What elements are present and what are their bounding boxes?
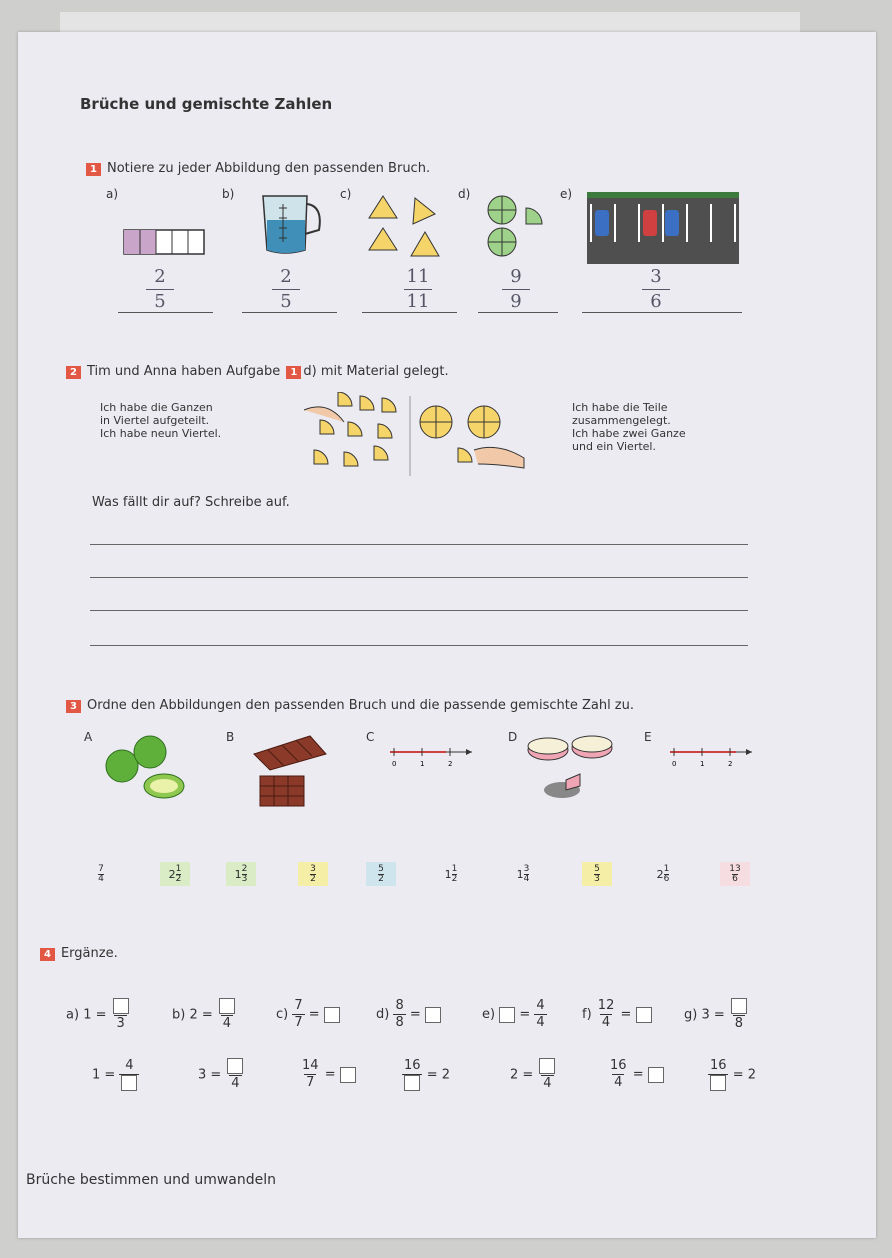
- answer-box[interactable]: [227, 1058, 243, 1074]
- tim-quote-line: in Viertel aufgeteilt.: [100, 414, 210, 427]
- fraction-numerator: 14: [302, 1058, 319, 1073]
- task3-letter-c: C: [366, 730, 375, 744]
- fraction: [225, 1058, 245, 1092]
- tim-quote: [100, 401, 221, 440]
- card-fraction: [452, 865, 458, 884]
- fraction-denominator: 7: [306, 1075, 315, 1090]
- tim-quote-line: Ich habe neun Viertel.: [100, 427, 222, 440]
- exercise-label: a): [66, 1007, 80, 1023]
- card-numerator: 5: [378, 863, 384, 874]
- equals-sign: =: [308, 1007, 320, 1022]
- number-line-e: [666, 744, 756, 768]
- exercise-g2: [708, 1058, 756, 1092]
- task1-text: Notiere zu jeder Abbildung den passenden Bruch.: [106, 161, 431, 176]
- card-fraction: [664, 865, 670, 884]
- fraction-denominator: 4: [536, 1015, 545, 1030]
- exercise-b2: [198, 1058, 245, 1092]
- tick-label: 0: [392, 760, 397, 768]
- fraction: [111, 998, 131, 1032]
- quarter-pieces-illustration: [298, 392, 526, 480]
- answer-box[interactable]: [425, 1007, 441, 1023]
- exercise-label: c): [276, 1007, 289, 1022]
- fraction-numerator: 12: [597, 998, 615, 1013]
- equals-sign: =: [324, 1067, 336, 1082]
- task1-letter-b: b): [222, 187, 235, 201]
- card-whole: 1: [234, 867, 242, 881]
- card-whole: 2: [656, 867, 664, 881]
- page-title: Brüche und gemischte Zahlen: [80, 95, 333, 113]
- triangle-pieces-figure: [365, 192, 450, 262]
- exercise-f2: [608, 1058, 664, 1091]
- exercise-g1: [684, 998, 749, 1032]
- fraction: [300, 1058, 321, 1091]
- anna-quote-line: und ein Viertel.: [572, 440, 656, 453]
- exercise-d1: [376, 998, 441, 1031]
- answer-box[interactable]: [113, 998, 129, 1014]
- fraction-numerator: 16: [710, 1058, 727, 1073]
- exercise-lhs: 3 =: [701, 1007, 725, 1023]
- chocolate-figure: [250, 734, 330, 810]
- handwritten-answer-e: 3 6: [636, 266, 676, 313]
- task3-letter-e: E: [644, 730, 652, 744]
- task2-text-before: Tim und Anna haben Aufgabe: [86, 364, 281, 379]
- task2-ref-number: 1: [286, 366, 301, 379]
- exercise-label: e): [482, 1007, 496, 1022]
- card-denominator: 4: [98, 873, 104, 884]
- anna-quote-line: zusammengelegt.: [572, 414, 671, 427]
- fraction: [217, 998, 237, 1032]
- card-denominator: 2: [451, 873, 458, 884]
- apples-figure: [100, 734, 190, 804]
- fraction: [292, 998, 304, 1031]
- card-numerator: 1: [663, 863, 670, 874]
- task3-instruction: [66, 698, 634, 713]
- task3-letter-b: B: [226, 730, 235, 744]
- writing-line[interactable]: [90, 645, 748, 646]
- fraction: [119, 1058, 139, 1092]
- exercise-a2: [92, 1058, 139, 1092]
- card-fraction: [729, 865, 740, 884]
- exercise-lhs: 3 =: [198, 1067, 222, 1083]
- task2-number: 2: [66, 366, 81, 379]
- equals-sign: =: [620, 1007, 632, 1022]
- equals-sign: =: [519, 1007, 531, 1022]
- task4-number: 4: [40, 948, 55, 961]
- exercise-lhs: 1 =: [83, 1007, 107, 1023]
- equals-sign: =: [409, 1007, 421, 1022]
- fraction-card[interactable]: [720, 862, 750, 886]
- task3-letter-d: D: [508, 730, 518, 744]
- fraction-numerator: 4: [125, 1058, 134, 1073]
- tim-quote-line: Ich habe die Ganzen: [100, 401, 213, 414]
- card-numerator: 3: [310, 863, 316, 874]
- writing-line[interactable]: [90, 544, 748, 545]
- exercise-lhs: 1 =: [92, 1067, 116, 1083]
- exercise-b1: [172, 998, 237, 1032]
- measuring-jug-figure: [255, 190, 327, 260]
- tick-label: 1: [700, 760, 705, 768]
- card-fraction: [98, 865, 104, 884]
- fraction-denominator: 3: [116, 1015, 125, 1031]
- fraction: [534, 998, 546, 1031]
- card-numerator: 2: [241, 863, 248, 874]
- answer-box[interactable]: [121, 1075, 137, 1091]
- exercise-e1: [482, 998, 547, 1031]
- exercise-rhs: = 2: [426, 1067, 450, 1083]
- exercise-d2: [402, 1058, 450, 1092]
- card-denominator: 3: [594, 873, 600, 884]
- task2-text-after: d) mit Material gelegt.: [303, 364, 449, 379]
- folded-paper-figure: [120, 222, 210, 262]
- anna-quote-line: Ich habe zwei Ganze: [572, 427, 686, 440]
- fraction-card[interactable]: [226, 862, 256, 886]
- card-numerator: 1: [451, 863, 458, 874]
- fraction-denominator: 8: [734, 1015, 744, 1031]
- exercise-a1: [66, 998, 131, 1032]
- fraction-numerator: 4: [536, 998, 545, 1013]
- exercise-e2: [510, 1058, 557, 1092]
- task1-instruction: [86, 161, 430, 176]
- task1-letter-c: c): [340, 187, 352, 201]
- fraction-denominator: 4: [614, 1075, 623, 1090]
- fraction: [708, 1058, 729, 1092]
- handwritten-answer-c: 11 11: [398, 266, 438, 313]
- fraction: [537, 1058, 557, 1092]
- task1-number: 1: [86, 163, 101, 176]
- answer-box[interactable]: [499, 1007, 515, 1023]
- fraction-denominator: 7: [294, 1015, 303, 1030]
- fraction-card[interactable]: [508, 862, 538, 886]
- task4-instruction: [40, 946, 118, 961]
- fraction-card[interactable]: [648, 862, 678, 886]
- task3-number: 3: [66, 700, 81, 713]
- equals-sign: =: [632, 1067, 644, 1082]
- card-denominator: 2: [310, 873, 316, 884]
- exercise-label: g): [684, 1007, 698, 1023]
- fraction-denominator: 4: [601, 1015, 611, 1030]
- exercise-c1: [276, 998, 340, 1031]
- answer-box[interactable]: [710, 1075, 726, 1091]
- card-denominator: 6: [732, 873, 738, 884]
- card-fraction: [524, 865, 530, 884]
- card-numerator: 3: [523, 863, 530, 874]
- task4-text: Ergänze.: [60, 946, 118, 961]
- footer-title: Brüche bestimmen und umwandeln: [26, 1172, 277, 1188]
- answer-box[interactable]: [648, 1067, 664, 1083]
- answer-box[interactable]: [731, 998, 747, 1014]
- card-denominator: 2: [175, 873, 182, 884]
- answer-box[interactable]: [636, 1007, 652, 1023]
- card-denominator: 2: [378, 873, 384, 884]
- fraction: [596, 998, 617, 1031]
- exercise-c2: [300, 1058, 356, 1091]
- fraction-denominator: 8: [395, 1015, 404, 1030]
- task1-letter-a: a): [106, 187, 119, 201]
- handwritten-answer-b: 2 5: [266, 266, 306, 313]
- fraction-numerator: 16: [404, 1058, 421, 1073]
- card-denominator: 4: [523, 873, 530, 884]
- fraction-card[interactable]: [298, 862, 328, 886]
- fraction-numerator: 7: [294, 998, 303, 1013]
- card-denominator: 3: [241, 873, 248, 884]
- handwritten-answer-a: 2 5: [140, 266, 180, 313]
- fraction-numerator: 16: [610, 1058, 627, 1073]
- exercise-label: b): [172, 1007, 186, 1023]
- fraction: [608, 1058, 629, 1091]
- card-fraction: [594, 865, 600, 884]
- exercise-f1: [582, 998, 652, 1031]
- cakes-figure: [526, 732, 616, 802]
- fraction: [393, 998, 405, 1031]
- card-numerator: 1: [175, 863, 182, 874]
- card-denominator: 6: [663, 873, 670, 884]
- answer-box[interactable]: [340, 1067, 356, 1083]
- fraction-card[interactable]: [86, 862, 116, 886]
- card-fraction: [242, 865, 248, 884]
- handwritten-answer-d: 9 9: [496, 266, 536, 313]
- fraction-card[interactable]: [160, 862, 190, 886]
- number-line-c: [386, 744, 476, 768]
- card-numerator: 5: [594, 863, 600, 874]
- fraction-denominator: 4: [231, 1075, 240, 1091]
- answer-box[interactable]: [404, 1075, 420, 1091]
- tick-label: 0: [672, 760, 677, 768]
- circle-quarters-figure: [484, 194, 554, 262]
- card-numerator: 7: [98, 863, 104, 874]
- writing-line[interactable]: [90, 577, 748, 578]
- card-whole: 1: [444, 867, 452, 881]
- task3-text: Ordne den Abbildungen den passenden Bruch und die passende gemischte Zahl zu.: [86, 698, 635, 713]
- task2-question: Was fällt dir auf? Schreibe auf.: [92, 495, 290, 510]
- anna-quote-line: Ich habe die Teile: [572, 401, 668, 414]
- card-whole: 1: [516, 867, 524, 881]
- task2-instruction: [66, 364, 449, 379]
- task1-letter-d: d): [458, 187, 471, 201]
- parking-lot-figure: [587, 192, 739, 264]
- exercise-label: f): [582, 1007, 592, 1022]
- exercise-label: d): [376, 1007, 390, 1022]
- answer-box[interactable]: [539, 1058, 555, 1074]
- fraction-card[interactable]: [366, 862, 396, 886]
- tick-label: 1: [420, 760, 425, 768]
- card-fraction: [310, 865, 316, 884]
- fraction-denominator: 4: [222, 1015, 232, 1031]
- card-numerator: 13: [729, 863, 741, 874]
- task3-letter-a: A: [84, 730, 93, 744]
- writing-line[interactable]: [90, 610, 748, 611]
- fraction-numerator: 8: [395, 998, 404, 1013]
- answer-box[interactable]: [324, 1007, 340, 1023]
- card-fraction: [176, 865, 182, 884]
- fraction-card[interactable]: [436, 862, 466, 886]
- fraction: [729, 998, 749, 1032]
- task1-letter-e: e): [560, 187, 573, 201]
- answer-box[interactable]: [219, 998, 235, 1014]
- tick-label: 2: [728, 760, 733, 768]
- anna-quote: [572, 401, 686, 453]
- tick-label: 2: [448, 760, 453, 768]
- exercise-lhs: 2 =: [510, 1067, 534, 1083]
- exercise-lhs: 2 =: [189, 1007, 213, 1023]
- card-whole: 2: [168, 867, 176, 881]
- fraction: [402, 1058, 423, 1092]
- fraction-card[interactable]: [582, 862, 612, 886]
- exercise-rhs: = 2: [732, 1067, 756, 1083]
- fraction-denominator: 4: [543, 1075, 552, 1091]
- card-fraction: [378, 865, 384, 884]
